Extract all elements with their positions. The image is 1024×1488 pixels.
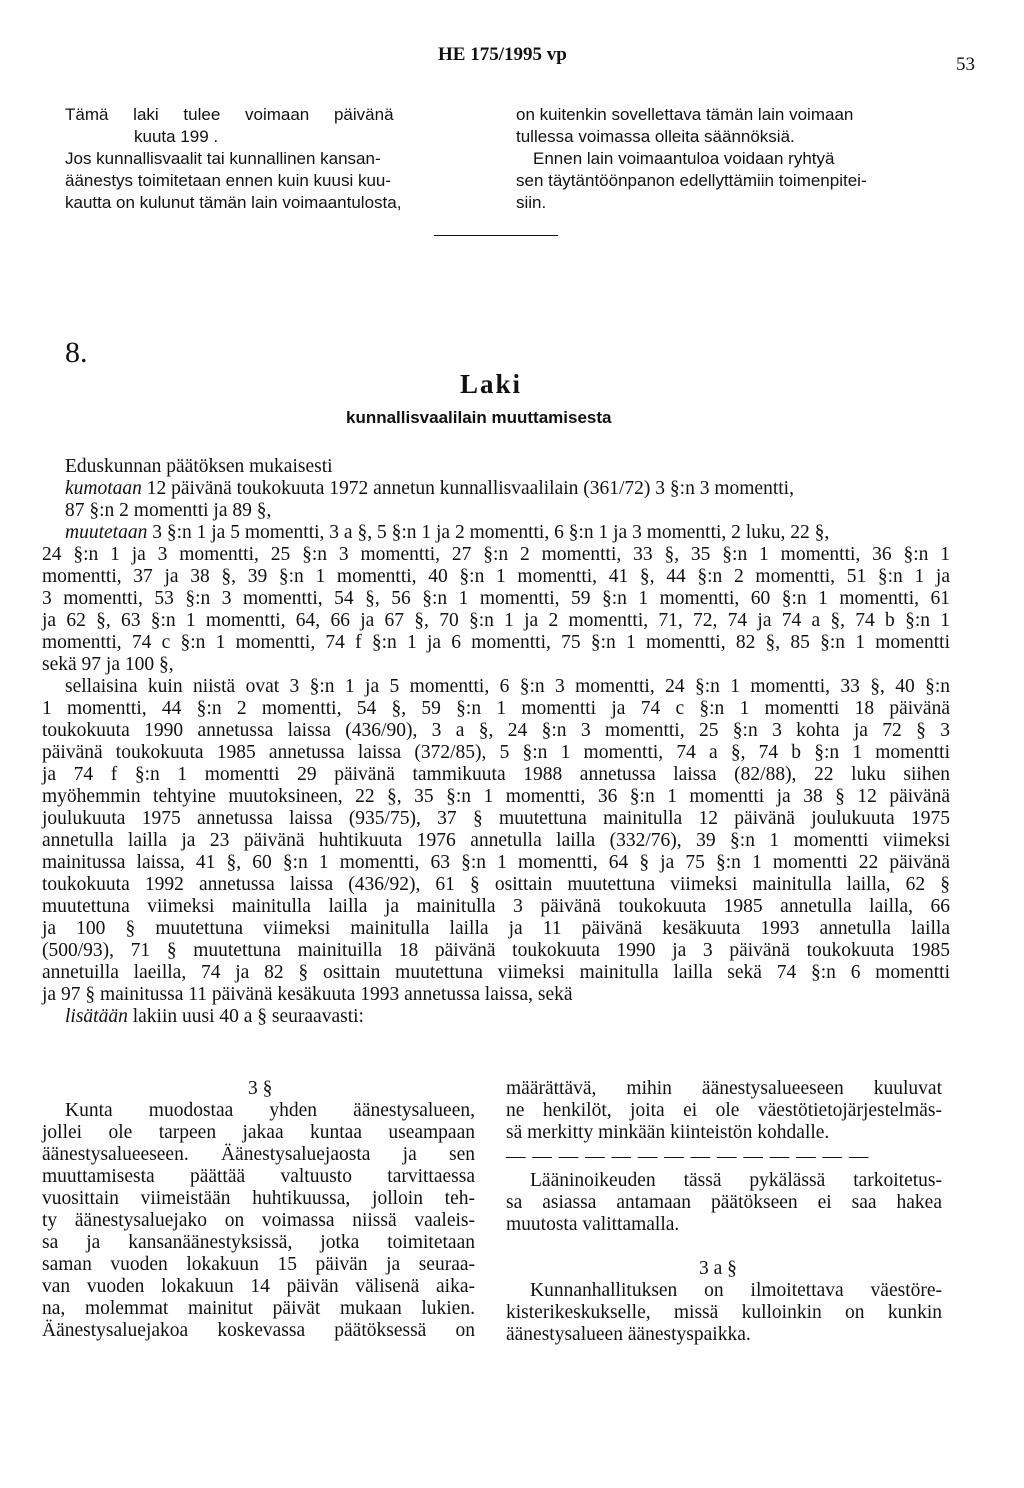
section-number: 8.	[65, 336, 88, 369]
body-line: Lääninoikeuden tässä pykälässä tarkoitetus-	[530, 1170, 942, 1191]
body-line: äänestysalueen äänestyspaikka.	[506, 1324, 751, 1345]
preamble-line: ja 62 §, 63 §:n 1 momentti, 64, 66 ja 67 §, 70 §:n 1 ja 2 momentti, 71, 72, 74 ja 74 a §, 74 b §:n 1	[42, 610, 950, 631]
preamble-line: sekä 97 ja 100 §,	[42, 654, 174, 675]
preamble-text: 3 §:n 1 ja 5 momentti, 3 a §, 5 §:n 1 ja 2 momentti, 6 §:n 1 ja 3 momentti, 2 luku, 22 §,	[152, 522, 830, 543]
body-line: muutosta valittamalla.	[506, 1214, 680, 1235]
section-divider	[434, 235, 558, 236]
body-line: saman vuoden lokakuun 15 päivän ja seuraa-	[42, 1254, 475, 1275]
top-left-line: Tämä laki tulee voimaan päivänä	[65, 105, 394, 124]
muutetaan-keyword: muutetaan	[65, 522, 148, 543]
kumotaan-keyword: kumotaan	[65, 478, 142, 499]
body-line: sa asiassa antamaan päätökseen ei saa hakea	[506, 1192, 942, 1213]
omission-dashes: — — — — — — — — — — — — — —	[506, 1146, 870, 1167]
body-line: na, molemmat mainitut päivät mukaan lukien.	[42, 1298, 475, 1319]
section-heading-3: 3 §	[248, 1078, 273, 1099]
body-line: äänestysalueeseen. Äänestysaluejaosta ja sen	[42, 1144, 475, 1165]
lisataan-keyword: lisätään	[65, 1006, 128, 1027]
preamble-line: 87 §:n 2 momentti ja 89 §,	[65, 500, 272, 521]
body-line: vuosittain viimeistään huhtikuussa, jolloin teh-	[42, 1188, 475, 1209]
preamble-line: toukokuuta 1992 annetussa laissa (436/92), 61 § osittain muutettuna viimeksi mainitulla lailla, 62 §	[42, 874, 950, 895]
body-line: muuttamisesta päättää valtuusto tarvittaessa	[42, 1166, 475, 1187]
body-line: jollei ole tarpeen jakaa kuntaa useampaan	[42, 1122, 475, 1143]
preamble-line: 3 momentti, 53 §:n 3 momentti, 54 §, 56 §:n 1 momentti, 59 §:n 1 momentti, 60 §:n 1 momentti, 61	[42, 588, 950, 609]
body-line: määrättävä, mihin äänestysalueeseen kuuluvat	[506, 1078, 942, 1099]
top-right-line: tullessa voimassa olleita säännöksiä.	[516, 127, 795, 146]
preamble-line: ja 100 § muutettuna viimeksi mainitulla lailla ja 11 päivänä kesäkuuta 1993 annetulla lailla	[42, 918, 950, 939]
top-left-line: Jos kunnallisvaalit tai kunnallinen kansan-	[65, 149, 381, 168]
running-header-title: HE 175/1995 vp	[438, 44, 567, 65]
preamble-line: momentti, 74 c §:n 1 momentti, 74 f §:n 1 ja 6 momentti, 75 §:n 1 momentti, 82 §, 85 §:n 1 momentti	[42, 632, 950, 653]
preamble-line: momentti, 37 ja 38 §, 39 §:n 1 momentti, 40 §:n 1 momentti, 41 §, 44 §:n 2 momentti, 51 §:n 1 ja	[42, 566, 950, 587]
preamble-line	[65, 478, 794, 500]
preamble-line: toukokuuta 1990 annetussa laissa (436/90), 3 a §, 24 §:n 3 momentti, 25 §:n 3 kohta ja 72 § 3	[42, 720, 950, 741]
preamble-line: joulukuuta 1975 annetussa laissa (935/75), 37 § muutettuna mainitulla 12 päivänä joulukuuta 1975	[42, 808, 950, 829]
preamble-line	[65, 1006, 364, 1028]
preamble-line: muutettuna viimeksi mainitulla lailla ja mainitulla 3 päivänä toukokuuta 1985 annetulla lailla, 66	[42, 896, 950, 917]
top-right-line: Ennen lain voimaantuloa voidaan ryhtyä	[533, 149, 835, 168]
top-right-line: sen täytäntöönpanon edellyttämiin toimenpitei-	[516, 171, 867, 190]
body-line: Kunnanhallituksen on ilmoitettava väestöre-	[530, 1280, 942, 1301]
body-line: ne henkilöt, joita ei ole väestötietojärjestelmäs-	[506, 1100, 942, 1121]
body-line: van vuoden lokakuun 14 päivän välisenä aika-	[42, 1276, 475, 1297]
law-subtitle: kunnallisvaalilain muuttamisesta	[346, 408, 612, 427]
preamble-line: sellaisina kuin niistä ovat 3 §:n 1 ja 5 momentti, 6 §:n 3 momentti, 24 §:n 1 momentti, 33 §, 40 §:n	[65, 676, 950, 697]
body-line: Äänestysaluejakoa koskevassa päätöksessä on	[42, 1320, 475, 1341]
body-line: sä merkitty minkään kiinteistön kohdalle.	[506, 1122, 830, 1143]
body-line: sa ja kansanäänestyksissä, jotka toimitetaan	[42, 1232, 475, 1253]
top-left-line: äänestys toimitetaan ennen kuin kuusi kuu-	[65, 171, 392, 190]
preamble-text: 12 päivänä toukokuuta 1972 annetun kunnallisvaalilain (361/72) 3 §:n 3 momentti,	[146, 478, 794, 499]
body-line: kisterikeskukselle, missä kulloinkin on kunkin	[506, 1302, 942, 1323]
preamble-line: myöhemmin tehtyine muutoksineen, 22 §, 35 §:n 1 momentti, 36 §:n 1 momentti ja 38 § 12 päivänä	[42, 786, 950, 807]
preamble-line: ja 74 f §:n 1 momentti 29 päivänä tammikuuta 1988 annetussa laissa (82/88), 22 luku siihen	[42, 764, 950, 785]
preamble-line: (500/93), 71 § muutettuna mainituilla 18 päivänä toukokuuta 1990 ja 3 päivänä toukokuuta 1985	[42, 940, 950, 961]
preamble-line: 24 §:n 1 ja 3 momentti, 25 §:n 3 momentti, 27 §:n 2 momentti, 33 §, 35 §:n 1 momentti, 36 §:n 1	[42, 544, 950, 565]
page-number: 53	[956, 54, 975, 75]
preamble-line: annetulla lailla ja 23 päivänä huhtikuuta 1976 annetulla lailla (332/76), 39 §:n 1 momentti viimeksi	[42, 830, 950, 851]
body-line: ty äänestysaluejako on voimassa niissä vaaleis-	[42, 1210, 475, 1231]
preamble-line: ja 97 § mainitussa 11 päivänä kesäkuuta 1993 annetussa laissa, sekä	[42, 984, 573, 1005]
preamble-text: lakiin uusi 40 a § seuraavasti:	[132, 1006, 364, 1027]
top-right-line: siin.	[516, 193, 547, 212]
law-title: Laki	[460, 369, 523, 399]
top-left-line: kautta on kulunut tämän lain voimaantulosta,	[65, 193, 402, 212]
preamble-line: päivänä toukokuuta 1985 annetussa laissa (372/85), 5 §:n 1 momentti, 74 a §, 74 b §:n 1 momentti	[42, 742, 950, 763]
preamble-intro: Eduskunnan päätöksen mukaisesti	[65, 456, 333, 477]
section-heading-3a: 3 a §	[699, 1258, 737, 1279]
preamble-line: annetuilla laeilla, 74 ja 82 § osittain muutettuna viimeksi mainitulla lailla sekä 74 §:n 6 momentti	[42, 962, 950, 983]
preamble-line: 1 momentti, 44 §:n 2 momentti, 54 §, 59 §:n 1 momentti ja 74 c §:n 1 momentti 18 päivänä	[42, 698, 950, 719]
top-left-line: kuuta 199 .	[134, 127, 219, 146]
top-right-line: on kuitenkin sovellettava tämän lain voimaan	[516, 105, 854, 124]
preamble-line: mainitussa laissa, 41 §, 60 §:n 1 momentti, 63 §:n 1 momentti, 64 § ja 75 §:n 1 momentti 22 päivänä	[42, 852, 950, 873]
body-line: Kunta muodostaa yhden äänestysalueen,	[65, 1100, 475, 1121]
preamble-line	[65, 522, 829, 544]
